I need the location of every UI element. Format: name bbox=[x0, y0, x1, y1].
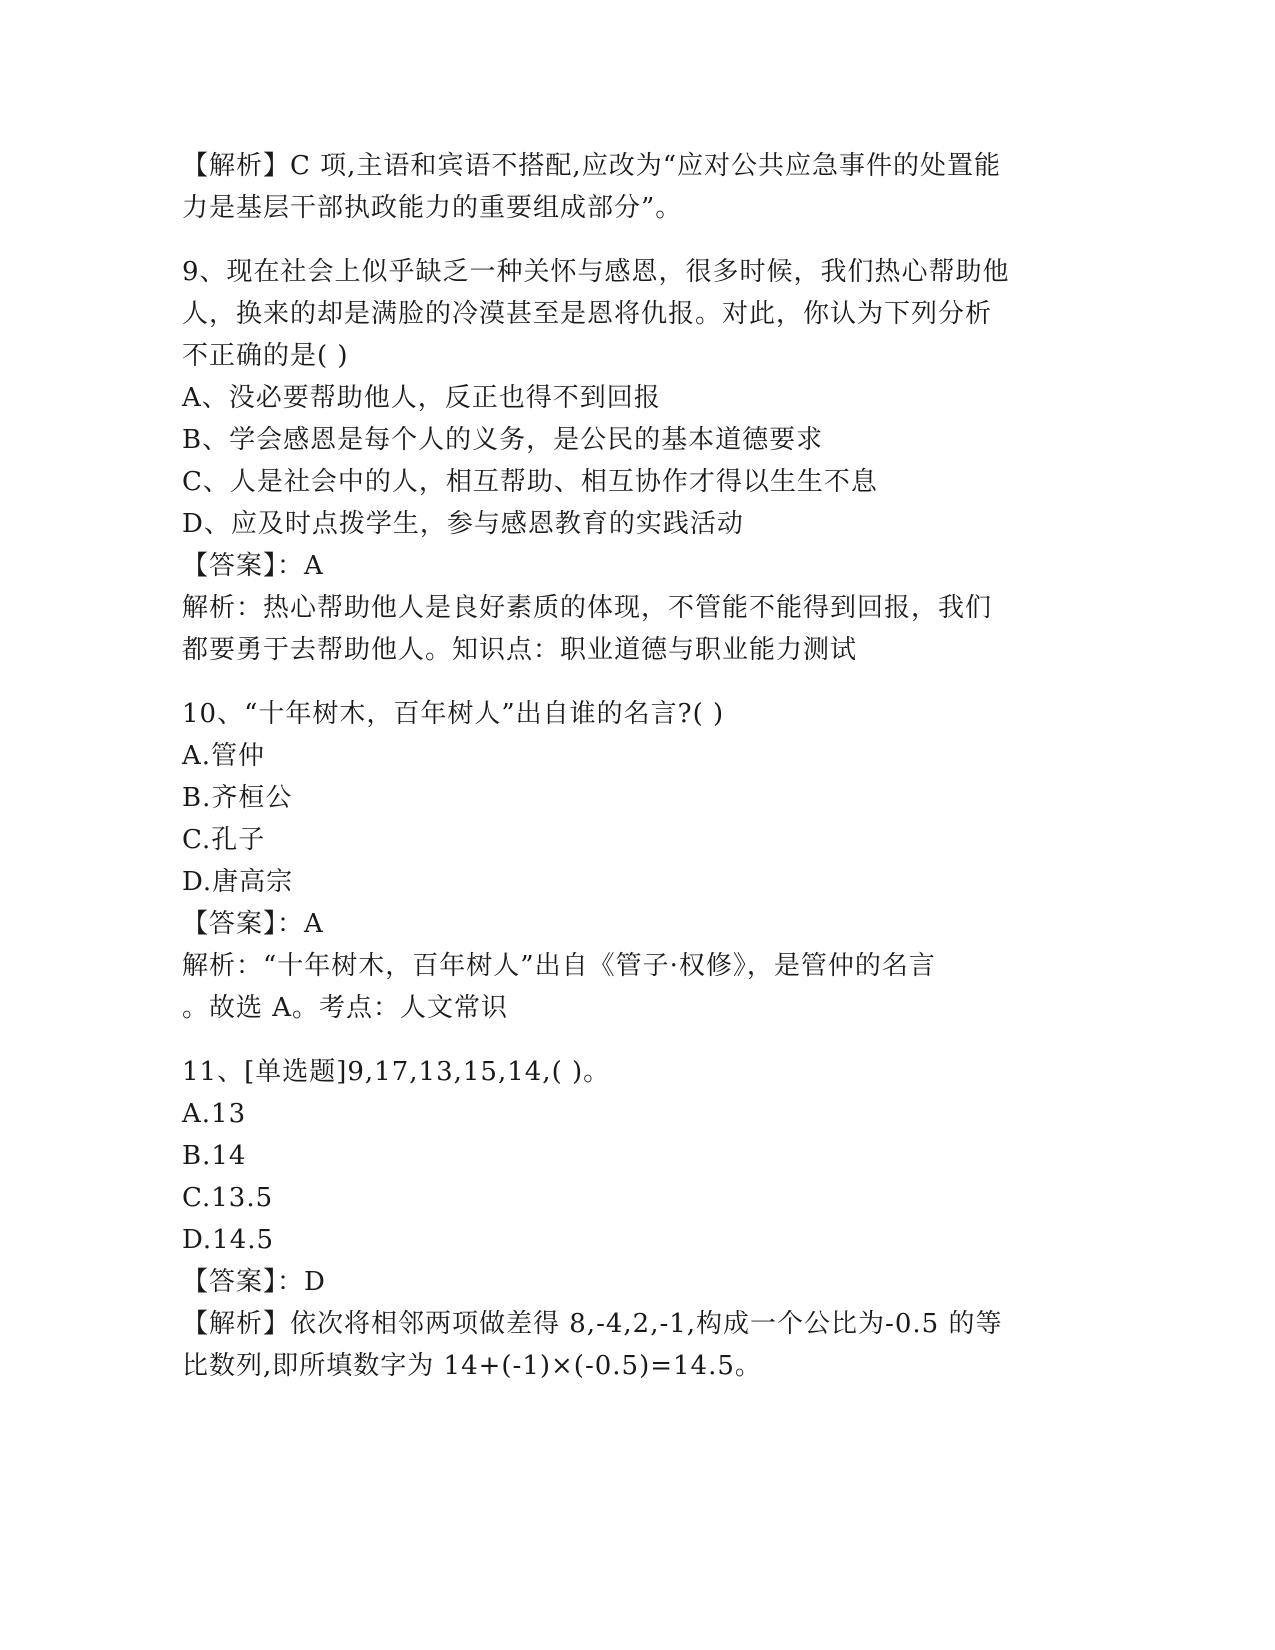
option-a: A.管仲 bbox=[182, 741, 266, 771]
document-page bbox=[182, 145, 1082, 1387]
analysis-line: 解析：“十年树木，百年树人”出自《管子·权修》，是管仲的名言 bbox=[182, 951, 936, 981]
analysis-line: 比数列,即所填数字为 14+(-1)×(-0.5)=14.5。 bbox=[182, 1351, 762, 1381]
option-d: D、应及时点拨学生，参与感恩教育的实践活动 bbox=[182, 509, 744, 539]
question-11 bbox=[182, 1051, 1082, 1387]
analysis-line: 力是基层干部执政能力的重要组成部分”。 bbox=[182, 193, 683, 223]
option-b: B.齐桓公 bbox=[182, 783, 293, 813]
analysis-line: 解析：热心帮助他人是良好素质的体现，不管能不能得到回报，我们 bbox=[182, 593, 993, 623]
analysis-line: 【解析】C 项,主语和宾语不搭配,应改为“应对公共应急事件的处置能 bbox=[182, 151, 1001, 181]
question-9 bbox=[182, 251, 1082, 671]
analysis-line: 。故选 A。考点：人文常识 bbox=[182, 993, 509, 1023]
option-c: C、人是社会中的人，相互帮助、相互协作才得以生生不息 bbox=[182, 467, 878, 497]
answer-line: 【答案】：A bbox=[182, 551, 324, 581]
option-c: C.13.5 bbox=[182, 1183, 274, 1213]
analysis-line: 【解析】依次将相邻两项做差得 8,-4,2,-1,构成一个公比为-0.5 的等 bbox=[182, 1309, 1003, 1339]
option-c: C.孔子 bbox=[182, 825, 266, 855]
question-text-line: 9、现在社会上似乎缺乏一种关怀与感恩，很多时候，我们热心帮助他 bbox=[182, 257, 1010, 287]
analysis-line: 都要勇于去帮助他人。知识点：职业道德与职业能力测试 bbox=[182, 635, 858, 665]
option-a: A、没必要帮助他人，反正也得不到回报 bbox=[182, 383, 661, 413]
option-d: D.唐高宗 bbox=[182, 867, 294, 897]
option-d: D.14.5 bbox=[182, 1225, 275, 1255]
question-text-line: 不正确的是( ) bbox=[182, 341, 349, 371]
q8-analysis bbox=[182, 145, 1082, 229]
question-text-line: 11、[单选题]9,17,13,15,14,( )。 bbox=[182, 1057, 611, 1087]
question-text-line: 10、“十年树木，百年树人”出自谁的名言?( ) bbox=[182, 699, 725, 729]
question-10 bbox=[182, 693, 1082, 1029]
answer-line: 【答案】：D bbox=[182, 1267, 326, 1297]
answer-line: 【答案】：A bbox=[182, 909, 324, 939]
question-text-line: 人，换来的却是满脸的冷漠甚至是恩将仇报。对此，你认为下列分析 bbox=[182, 299, 993, 329]
option-b: B、学会感恩是每个人的义务，是公民的基本道德要求 bbox=[182, 425, 824, 455]
option-a: A.13 bbox=[182, 1099, 247, 1129]
option-b: B.14 bbox=[182, 1141, 247, 1171]
